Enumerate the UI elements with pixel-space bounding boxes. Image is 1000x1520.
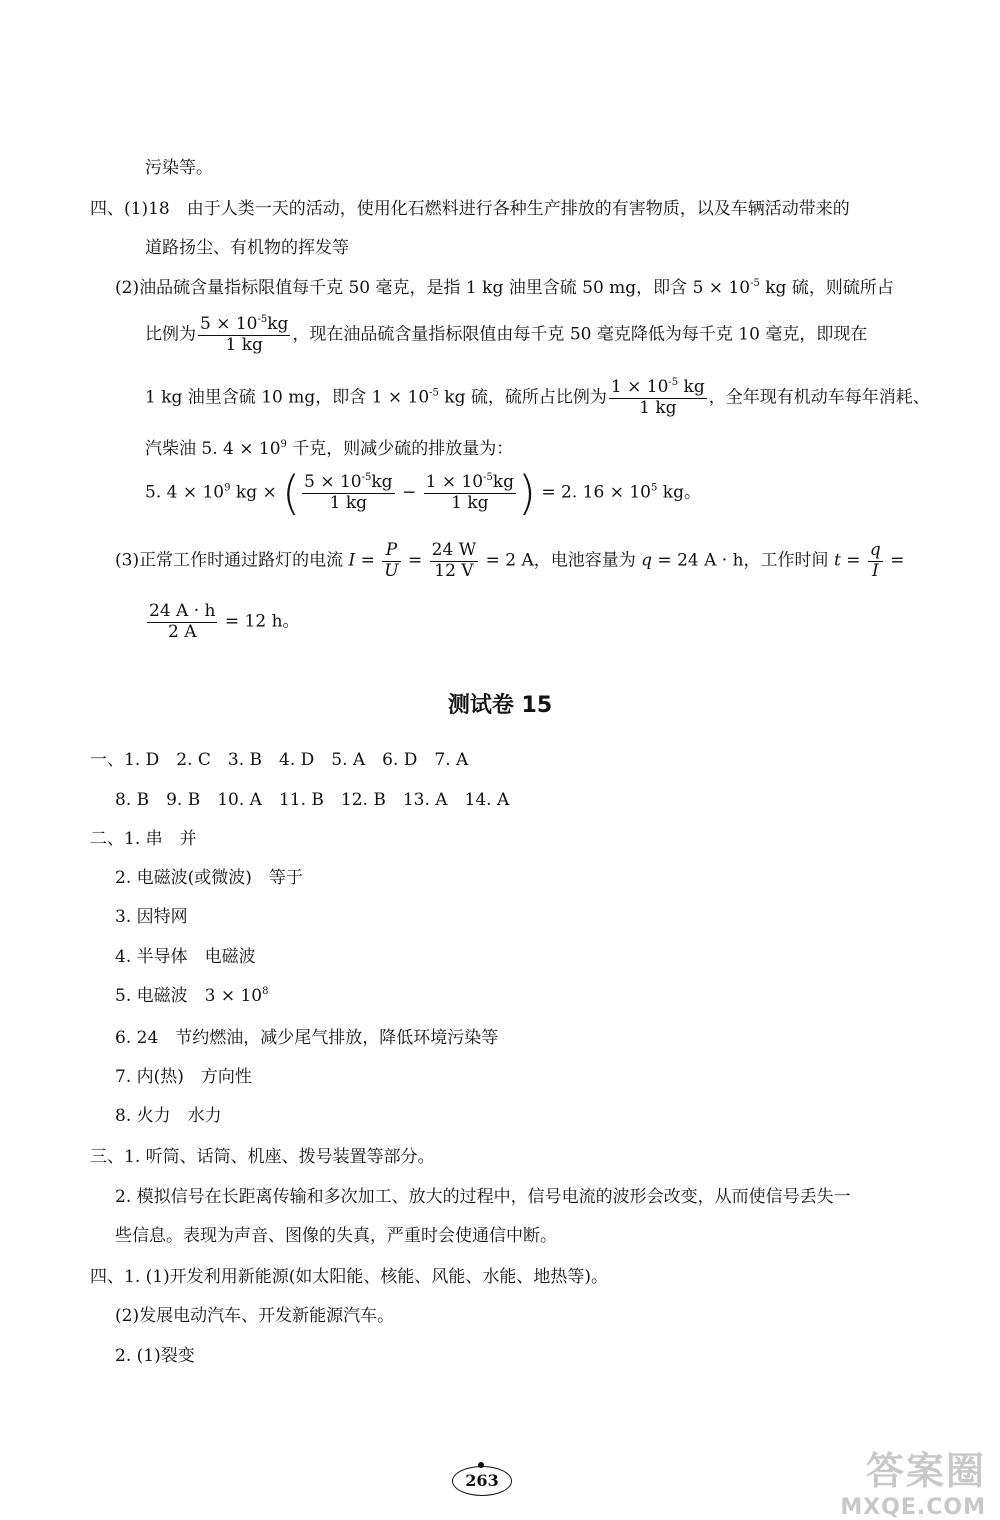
answer-line: 2. 电磁波(或微波) 等于 <box>115 868 303 888</box>
answer-line: 三、1. 听筒、话筒、机座、拨号装置等部分。 <box>90 1147 435 1167</box>
fraction: $\frac{1 \times 10^{-5} kg}{1 kg}$ <box>610 377 705 418</box>
fraction: $\frac{P}{U}$ <box>384 540 399 581</box>
answer-line: 2. 模拟信号在长距离传输和多次加工、放大的过程中，信号电流的波形会改变，从而使信号丢失一 <box>115 1187 851 1207</box>
answer-line: 4. 半导体 电磁波 <box>115 947 256 967</box>
answer-line: 3. 因特网 <box>115 907 188 927</box>
answer-line: 8. B 9. B 10. A 11. B 12. B 13. A 14. A <box>115 790 510 810</box>
fraction: $\frac{24 W}{12 V}$ <box>431 540 477 581</box>
text-line: 道路扬尘、有机物的挥发等 <box>145 238 349 258</box>
answer-line: 四、1. (1)开发利用新能源(如太阳能、核能、风能、水能、地热等)。 <box>90 1267 608 1287</box>
watermark <box>840 1440 986 1520</box>
page-number: 263 <box>452 1466 512 1496</box>
text-line: 污染等。 <box>145 158 213 178</box>
text-line: 汽柴油 5. $4 \times 10^9$ 千克，则减少硫的排放量为： <box>145 439 514 459</box>
math-line: 1 kg 油里含硫 10 mg，即含 $1 \times 10^{-5}$ kg 硫，硫所占比例为 $\frac{1 \times 10^{-5} kg}{1 kg}$ ，全年现有机动车每年消耗、 <box>145 377 930 418</box>
answer-line: 8. 火力 水力 <box>115 1106 222 1126</box>
fraction: $\frac{5 \times 10^{-5}kg}{1 kg}$ <box>304 471 393 513</box>
text-line: (2)油品硫含量指标限值每千克 50 毫克，是指 1 kg 油里含硫 50 mg，即含 $5 \times 10^{-5}$ kg 硫，则硫所占 <box>115 278 894 298</box>
answer-line: 些信息。表现为声音、图像的失真，严重时会使通信中断。 <box>115 1226 557 1246</box>
math-line: 比例为 $\frac{5 \times 10^{-5}kg}{1 kg}$ ，现在油品硫含量指标限值由每千克 50 毫克降低为每千克 10 毫克，即现在 <box>145 314 868 355</box>
page-title: 测试卷 15 <box>447 693 553 718</box>
answer-line: 2. (1)裂变 <box>115 1346 195 1366</box>
math-line: $\frac{24 A \cdot h}{2 A}$ = 12 h。 <box>149 601 300 642</box>
fraction: $\frac{q}{I}$ <box>869 540 881 581</box>
answer-line: 6. 24 节约燃油，减少尾气排放，降低环境污染等 <box>115 1028 499 1048</box>
answer-line: 二、1. 串 并 <box>90 829 197 849</box>
answer-line: (2)发展电动汽车、开发新能源汽车。 <box>115 1306 395 1326</box>
fraction: $\frac{1 \times 10^{-5}kg}{1 kg}$ <box>425 471 515 513</box>
answer-line: 7. 内(热) 方向性 <box>115 1067 252 1087</box>
fraction: $\frac{5 \times 10^{-5}kg}{1 kg}$ <box>200 314 289 355</box>
answer-line: 5. 电磁波 $3 \times 10^8$ <box>115 986 269 1006</box>
math-line: (3)正常工作时通过路灯的电流 I = $\frac{P}{U}$ = $\frac{24 W}{12 V}$ = 2 A，电池容量为 q = 24 A · h，工作时间 t = $\frac{q}{I}$ = <box>115 540 905 581</box>
answer-line: 一、1. D 2. C 3. B 4. D 5. A 6. D 7. A <box>90 750 469 770</box>
watermark-url: MXQE.COM <box>840 1495 986 1520</box>
fraction: $\frac{24 A \cdot h}{2 A}$ <box>149 601 216 642</box>
text-line: 四、(1)18 由于人类一天的活动，使用化石燃料进行各种生产排放的有害物质，以及车辆活动带来的 <box>90 199 850 219</box>
math-line: 5. $4 \times 10^9$ kg × ( $\frac{5 \times 10^{-5}kg}{1 kg}$ − $\frac{1 \times 10^{-5}kg}{1 kg}$ ) = 2. $16 \times 10^5$ kg。 <box>145 466 701 520</box>
watermark-logo: 答案圈 <box>865 1449 986 1493</box>
